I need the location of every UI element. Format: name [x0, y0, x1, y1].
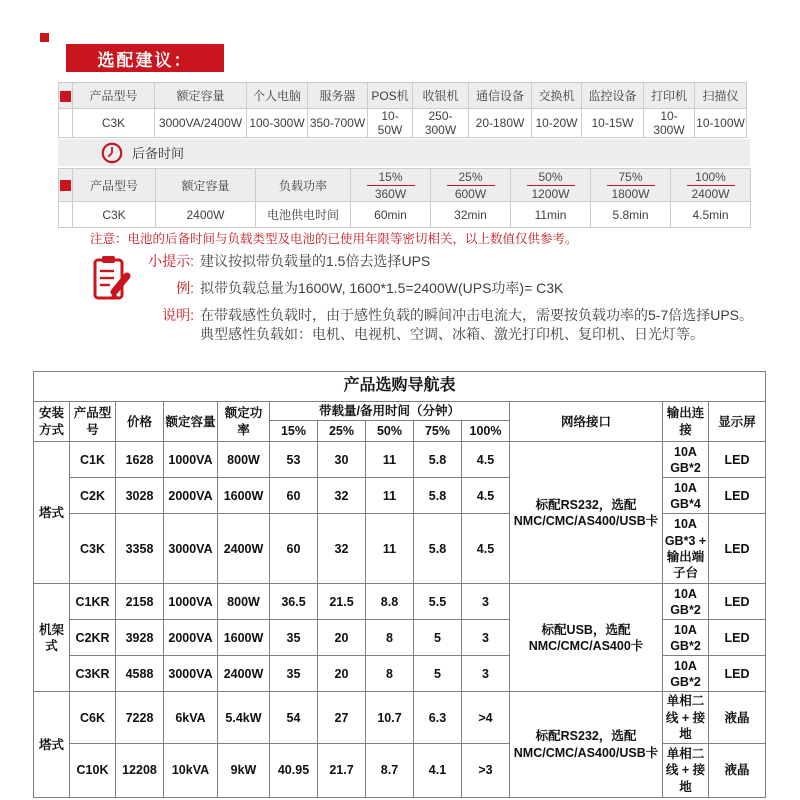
- time-cell: 21.7: [318, 744, 366, 798]
- col-header-percent: 15%: [270, 421, 318, 442]
- power-cell: 1600W: [218, 478, 270, 514]
- time-cell: 3: [462, 584, 510, 620]
- red-square-marker: [60, 91, 71, 102]
- model-cell: C10K: [70, 744, 116, 798]
- example-label: 例:: [176, 279, 194, 296]
- col-header: 交换机: [532, 83, 582, 109]
- cell-value: 3000VA/2400W: [155, 109, 247, 138]
- col-header-network: 网络接口: [510, 402, 663, 442]
- clipboard-pencil-icon: [92, 254, 132, 302]
- time-cell: 4.5min: [671, 202, 751, 228]
- col-header: 个人电脑: [247, 83, 308, 109]
- time-cell: 5: [414, 620, 462, 656]
- backup-time-table: [58, 168, 751, 228]
- time-cell: 27: [318, 692, 366, 744]
- col-header: 打印机: [644, 83, 695, 109]
- load-percent: 100%: [687, 170, 735, 186]
- power-cell: 800W: [218, 442, 270, 478]
- col-header-model: 产品型号: [70, 402, 116, 442]
- network-cell: 标配USB，选配NMC/CMC/AS400卡: [510, 584, 663, 692]
- cell-value: 100-300W: [247, 109, 308, 138]
- capacity-cell: 3000VA: [164, 514, 218, 584]
- section-banner: [66, 44, 224, 72]
- table-row: [34, 584, 766, 620]
- time-cell: 20: [318, 620, 366, 656]
- time-cell: 32: [318, 478, 366, 514]
- col-header-load-group: 带载量/备用时间（分钟）: [270, 402, 510, 421]
- col-header-install: 安装方式: [34, 402, 70, 442]
- network-cell: 标配RS232，选配NMC/CMC/AS400/USB卡: [510, 692, 663, 798]
- power-cell: 5.4kW: [218, 692, 270, 744]
- time-cell: 10.7: [366, 692, 414, 744]
- time-cell: 54: [270, 692, 318, 744]
- marker-cell: [59, 109, 73, 138]
- table-row: [34, 692, 766, 744]
- col-header: 产品型号: [73, 169, 156, 202]
- power-cell: 2400W: [218, 514, 270, 584]
- price-cell: 3358: [116, 514, 164, 584]
- load-level-header: [351, 169, 431, 202]
- load-percent: 25%: [447, 170, 495, 186]
- col-header-price: 价格: [116, 402, 164, 442]
- col-header: 扫描仪: [695, 83, 747, 109]
- marker-cell: [59, 169, 73, 202]
- time-cell: 36.5: [270, 584, 318, 620]
- time-cell: 4.5: [462, 514, 510, 584]
- cell-value: 350-700W: [308, 109, 368, 138]
- explain-text-line1: 在带载感性负载时，由于感性负载的瞬间冲击电流大，需要按负载功率的5-7倍选择UPS。: [200, 306, 754, 323]
- capacity-cell: 10kVA: [164, 744, 218, 798]
- time-cell: 60: [270, 514, 318, 584]
- tip-label: 小提示:: [148, 253, 194, 269]
- time-cell: >4: [462, 692, 510, 744]
- tips-block: [92, 252, 753, 352]
- time-cell: 32: [318, 514, 366, 584]
- load-percent: 50%: [527, 170, 575, 186]
- time-cell: 8.8: [366, 584, 414, 620]
- display-cell: 液晶: [709, 744, 766, 798]
- price-cell: 1628: [116, 442, 164, 478]
- tip-lines: [136, 252, 753, 352]
- model-cell: C2KR: [70, 620, 116, 656]
- load-level-header: [431, 169, 511, 202]
- model-cell: C2K: [70, 478, 116, 514]
- time-cell: 3: [462, 656, 510, 692]
- price-cell: 7228: [116, 692, 164, 744]
- time-cell: 8: [366, 620, 414, 656]
- install-type-cell: 塔式: [34, 692, 70, 798]
- power-cell: 2400W: [218, 656, 270, 692]
- load-watt: 360W: [374, 186, 407, 201]
- capacity-cell: 1000VA: [164, 584, 218, 620]
- display-cell: LED: [709, 620, 766, 656]
- load-level-header: [591, 169, 671, 202]
- output-cell: 10A GB*2: [663, 620, 709, 656]
- output-cell: 10A GB*2: [663, 442, 709, 478]
- product-navigation-table: [33, 371, 766, 798]
- capacity-cell: 6kVA: [164, 692, 218, 744]
- col-header-percent: 100%: [462, 421, 510, 442]
- cell-value: 10-15W: [582, 109, 644, 138]
- col-header-capacity: 额定容量: [164, 402, 218, 442]
- col-header: 监控设备: [582, 83, 644, 109]
- load-level-header: [511, 169, 591, 202]
- time-cell: 60min: [351, 202, 431, 228]
- load-percent: 15%: [367, 170, 415, 186]
- time-cell: 40.95: [270, 744, 318, 798]
- time-cell: >3: [462, 744, 510, 798]
- capacity-cell: 2000VA: [164, 620, 218, 656]
- selection-header-row: [59, 83, 747, 109]
- battery-note: 注意：电池的后备时间与负载类型及电池的已使用年限等密切相关，以上数值仅供参考。: [90, 232, 578, 246]
- model-cell: C3KR: [70, 656, 116, 692]
- backup-header-row: [59, 169, 751, 202]
- time-cell: 3: [462, 620, 510, 656]
- selection-table: [58, 82, 747, 138]
- capacity-cell: 3000VA: [164, 656, 218, 692]
- display-cell: 液晶: [709, 692, 766, 744]
- load-level-header: [671, 169, 751, 202]
- time-cell: 11: [366, 478, 414, 514]
- time-cell: 35: [270, 620, 318, 656]
- col-header: POS机: [368, 83, 413, 109]
- col-header: 产品型号: [73, 83, 155, 109]
- col-header-percent: 50%: [366, 421, 414, 442]
- model-cell: C3K: [70, 514, 116, 584]
- time-cell: 8: [366, 656, 414, 692]
- nav-table-title: 产品选购导航表: [34, 372, 766, 402]
- section-banner-label: 选配建议：: [97, 50, 193, 70]
- explain-text-line2: 典型感性负载如：电机、电视机、空调、冰箱、激光打印机、复印机、日光灯等。: [200, 325, 704, 342]
- cell-value: 10-20W: [532, 109, 582, 138]
- time-cell: 5.5: [414, 584, 462, 620]
- marker-cell: [59, 202, 73, 228]
- example-text: 拟带负载总量为1600W, 1600*1.5=2400W(UPS功率)= C3K: [200, 279, 564, 296]
- cell-value: 10-100W: [695, 109, 747, 138]
- display-cell: LED: [709, 656, 766, 692]
- explain-text: [200, 306, 753, 344]
- col-header: 收银机: [413, 83, 469, 109]
- marker-cell: [59, 83, 73, 109]
- price-cell: 3028: [116, 478, 164, 514]
- price-cell: 3928: [116, 620, 164, 656]
- time-cell: 11min: [511, 202, 591, 228]
- time-cell: 5.8min: [591, 202, 671, 228]
- time-cell: 5.8: [414, 442, 462, 478]
- load-watt: 600W: [454, 186, 487, 201]
- capacity-cell: 2400W: [156, 202, 256, 228]
- display-cell: LED: [709, 584, 766, 620]
- backup-value-row: [59, 202, 751, 228]
- red-square-marker: [40, 33, 49, 42]
- tip-text: 建议按拟带负载量的1.5倍去选择UPS: [200, 253, 431, 269]
- col-header-percent: 25%: [318, 421, 366, 442]
- model-cell: C6K: [70, 692, 116, 744]
- model-cell: C3K: [73, 202, 156, 228]
- backup-time-band: [58, 139, 750, 166]
- time-cell: 4.1: [414, 744, 462, 798]
- col-header: 负载功率: [256, 169, 351, 202]
- power-cell: 1600W: [218, 620, 270, 656]
- display-cell: LED: [709, 514, 766, 584]
- time-cell: 5: [414, 656, 462, 692]
- capacity-cell: 1000VA: [164, 442, 218, 478]
- load-watt: 1800W: [611, 186, 650, 201]
- load-watt: 1200W: [531, 186, 570, 201]
- network-cell: 标配RS232，选配NMC/CMC/AS400/USB卡: [510, 442, 663, 584]
- time-cell: 5.8: [414, 478, 462, 514]
- output-cell: 10A GB*2: [663, 656, 709, 692]
- time-cell: 4.5: [462, 442, 510, 478]
- model-cell: C1KR: [70, 584, 116, 620]
- load-watt: 2400W: [691, 186, 730, 201]
- capacity-cell: 2000VA: [164, 478, 218, 514]
- output-cell: 10A GB*2: [663, 584, 709, 620]
- selection-value-row: [59, 109, 747, 138]
- time-cell: 11: [366, 514, 414, 584]
- output-cell: 单相二线 + 接地: [663, 744, 709, 798]
- power-cell: 800W: [218, 584, 270, 620]
- time-cell: 4.5: [462, 478, 510, 514]
- nav-title-row: [34, 372, 766, 402]
- cell-value: C3K: [73, 109, 155, 138]
- cell-value: 250-300W: [413, 109, 469, 138]
- price-cell: 12208: [116, 744, 164, 798]
- cell-value: 20-180W: [469, 109, 532, 138]
- cell-value: 10-300W: [644, 109, 695, 138]
- display-cell: LED: [709, 478, 766, 514]
- col-header: 通信设备: [469, 83, 532, 109]
- col-header: 额定容量: [155, 83, 247, 109]
- col-header-output: 输出连接: [663, 402, 709, 442]
- output-cell: 单相二线 + 接地: [663, 692, 709, 744]
- time-cell: 6.3: [414, 692, 462, 744]
- explain-line: [136, 306, 753, 344]
- time-cell: 32min: [431, 202, 511, 228]
- install-type-cell: 塔式: [34, 442, 70, 584]
- power-cell: 9kW: [218, 744, 270, 798]
- explain-label: 说明:: [162, 306, 194, 323]
- table-row: [34, 442, 766, 478]
- install-type-cell: 机架式: [34, 584, 70, 692]
- output-cell: 10A GB*4: [663, 478, 709, 514]
- output-cell: 10A GB*3 + 输出端子台: [663, 514, 709, 584]
- price-cell: 4588: [116, 656, 164, 692]
- time-cell: 53: [270, 442, 318, 478]
- load-percent: 75%: [607, 170, 655, 186]
- example-line: [136, 279, 753, 298]
- time-cell: 35: [270, 656, 318, 692]
- backup-time-label: 后备时间: [132, 146, 185, 161]
- time-cell: 8.7: [366, 744, 414, 798]
- red-square-marker: [60, 180, 71, 191]
- model-cell: C1K: [70, 442, 116, 478]
- clock-icon: [100, 141, 124, 165]
- tip-line: [136, 252, 753, 271]
- col-header: 服务器: [308, 83, 368, 109]
- time-cell: 60: [270, 478, 318, 514]
- time-cell: 30: [318, 442, 366, 478]
- battery-time-label: 电池供电时间: [256, 202, 351, 228]
- col-header: 额定容量: [156, 169, 256, 202]
- cell-value: 10-50W: [368, 109, 413, 138]
- nav-header-row-1: [34, 402, 766, 421]
- col-header-power: 额定功率: [218, 402, 270, 442]
- time-cell: 20: [318, 656, 366, 692]
- price-cell: 2158: [116, 584, 164, 620]
- display-cell: LED: [709, 442, 766, 478]
- time-cell: 5.8: [414, 514, 462, 584]
- col-header-percent: 75%: [414, 421, 462, 442]
- col-header-display: 显示屏: [709, 402, 766, 442]
- time-cell: 11: [366, 442, 414, 478]
- time-cell: 21.5: [318, 584, 366, 620]
